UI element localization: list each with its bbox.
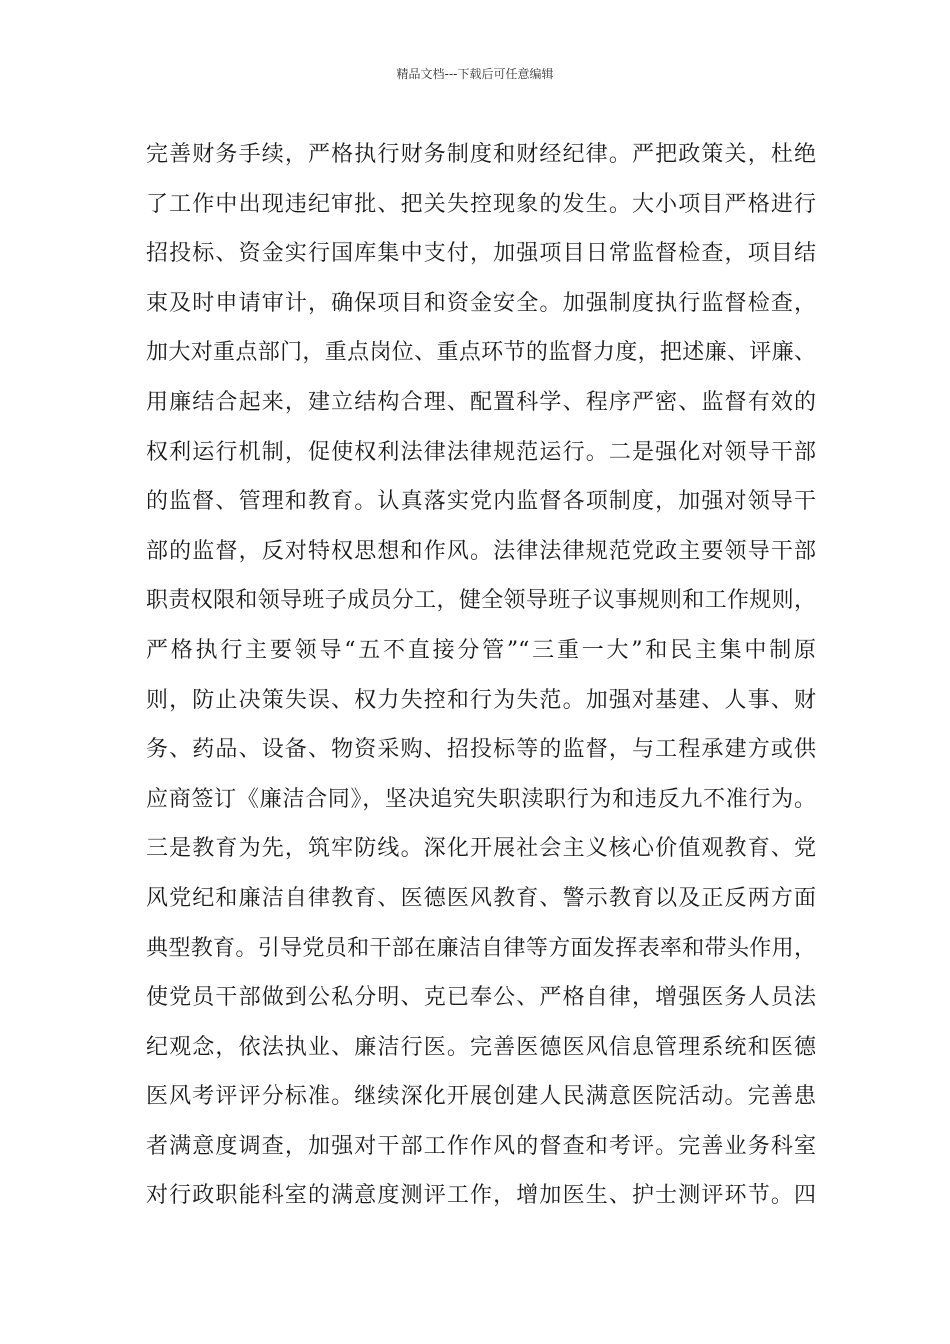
body-line: 严格执行主要领导“五不直接分管”“三重一大”和民主集中制原 — [146, 637, 816, 663]
body-line: 束及时申请审计，确保项目和资金安全。加强制度执行监督检查， — [146, 290, 816, 316]
page-header: 精品文档---下载后可任意编辑 — [396, 67, 554, 81]
body-line: 务、药品、设备、物资采购、招投标等的监督，与工程承建方或供 — [146, 737, 816, 763]
body-line: 加大对重点部门，重点岗位、重点环节的监督力度，把述廉、评廉、 — [146, 340, 816, 366]
body-line: 则，防止决策失误、权力失控和行为失范。加强对基建、人事、财 — [146, 687, 816, 713]
body-line: 对行政职能科室的满意度测评工作，增加医生、护士测评环节。四 — [146, 1183, 816, 1209]
body-line: 职责权限和领导班子成员分工，健全领导班子议事规则和工作规则， — [146, 588, 816, 614]
body-line: 典型教育。引导党员和干部在廉洁自律等方面发挥表率和带头作用， — [146, 935, 816, 961]
body-line: 应商签订《廉洁合同》，坚决追究失职渎职行为和违反九不准行为。 — [146, 786, 816, 812]
body-line: 三是教育为先，筑牢防线。深化开展社会主义核心价值观教育、党 — [146, 836, 816, 862]
body-line: 使党员干部做到公私分明、克已奉公、严格自律，增强医务人员法 — [146, 985, 816, 1011]
body-line: 医风考评评分标准。继续深化开展创建人民满意医院活动。完善患 — [146, 1084, 816, 1110]
body-line: 部的监督，反对特权思想和作风。法律法律规范党政主要领导干部 — [146, 538, 816, 564]
document-body — [146, 130, 816, 1221]
body-line: 完善财务手续，严格执行财务制度和财经纪律。严把政策关，杜绝 — [146, 142, 816, 167]
body-line: 纪观念，依法执业、廉洁行医。完善医德医风信息管理系统和医德 — [146, 1034, 816, 1060]
body-line: 用廉结合起来，建立结构合理、配置科学、程序严密、监督有效的 — [146, 389, 816, 415]
body-line: 招投标、资金实行国库集中支付，加强项目日常监督检查，项目结 — [146, 241, 816, 267]
body-line: 权利运行机制，促使权利法律法律规范运行。二是强化对领导干部 — [146, 439, 816, 465]
body-line: 了工作中出现违纪审批、把关失控现象的发生。大小项目严格进行 — [146, 191, 816, 217]
body-line: 的监督、管理和教育。认真落实党内监督各项制度，加强对领导干 — [146, 489, 816, 515]
body-line: 者满意度调查，加强对干部工作作风的督查和考评。完善业务科室 — [146, 1133, 816, 1159]
body-line: 风党纪和廉洁自律教育、医德医风教育、警示教育以及正反两方面 — [146, 885, 816, 911]
